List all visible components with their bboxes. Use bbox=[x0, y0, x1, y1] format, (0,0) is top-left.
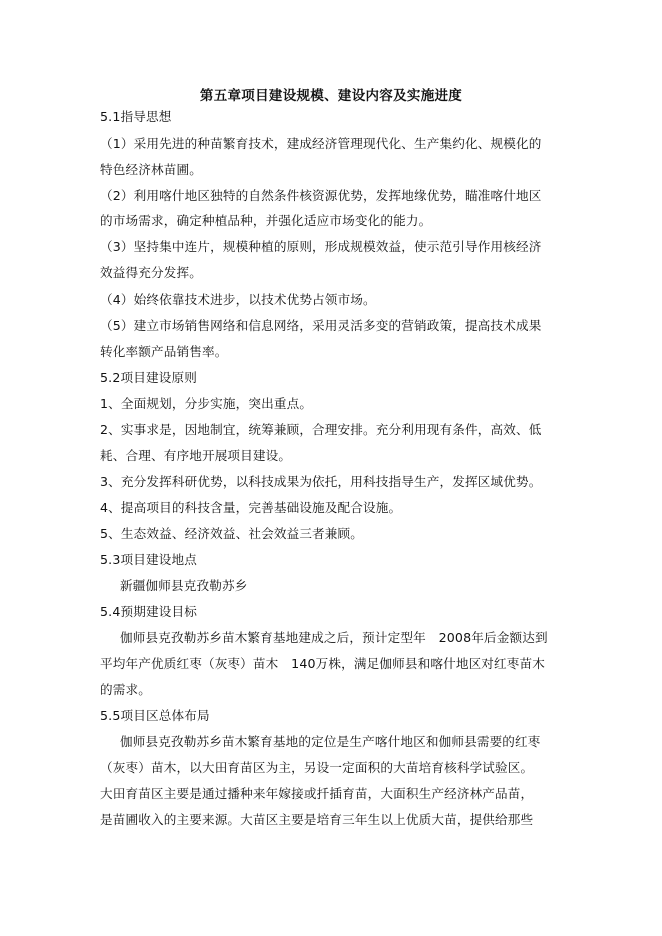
section-heading: 5.1指导思想 bbox=[100, 109, 172, 124]
paragraph-line: 是苗圃收入的主要来源。大苗区主要是培育三年生以上优质大苗，提供给那些 bbox=[100, 812, 534, 827]
paragraph-line: 伽师县克孜勒苏乡苗木繁育基地建成之后，预计定型年 2008年后金额达到 bbox=[120, 630, 548, 645]
paragraph-line: （5）建立市场销售网络和信息网络，采用灵活多变的营销政策，提高技术成果 bbox=[100, 318, 542, 333]
paragraph-line: 的需求。 bbox=[100, 682, 151, 697]
paragraph-line: 特色经济林苗圃。 bbox=[100, 162, 202, 177]
paragraph-line: 伽师县克孜勒苏乡苗木繁育基地的定位是生产喀什地区和伽师县需要的红枣 bbox=[120, 734, 541, 749]
paragraph-line: 新疆伽师县克孜勒苏乡 bbox=[120, 578, 248, 593]
paragraph-line: 4、提高项目的科技含量，完善基础设施及配合设施。 bbox=[100, 500, 402, 515]
paragraph-line: （1）采用先进的种苗繁育技术，建成经济管理现代化、生产集约化、规模化的 bbox=[100, 136, 542, 151]
paragraph-line: （2）利用喀什地区独特的自然条件核资源优势，发挥地缘优势，瞄准喀什地区 bbox=[100, 188, 542, 203]
chapter-title: 第五章项目建设规模、建设内容及实施进度 bbox=[199, 88, 463, 104]
paragraph-line: 耗、合理、有序地开展项目建设。 bbox=[100, 448, 292, 463]
paragraph-line: 1、全面规划，分步实施，突出重点。 bbox=[100, 396, 313, 411]
paragraph-line: 效益得充分发挥。 bbox=[100, 265, 202, 280]
paragraph-line: 转化率额产品销售率。 bbox=[100, 344, 228, 359]
paragraph-line: （3）坚持集中连片，规模种植的原则，形成规模效益，使示范引导作用核经济 bbox=[100, 239, 542, 254]
paragraph-line: 2、实事求是，因地制宜，统筹兼顾，合理安排。充分利用现有条件，高效、低 bbox=[100, 422, 542, 437]
section-heading: 5.5项目区总体布局 bbox=[100, 708, 210, 723]
paragraph-line: 大田育苗区主要是通过播种来年嫁接或扦插育苗，大面积生产经济林产品苗， bbox=[100, 786, 534, 801]
paragraph-line: 3、充分发挥科研优势，以科技成果为依托，用科技指导生产，发挥区域优势。 bbox=[100, 474, 542, 489]
paragraph-line: （4）始终依靠技术进步，以技术优势占领市场。 bbox=[100, 292, 376, 307]
section-heading: 5.3项目建设地点 bbox=[100, 552, 197, 567]
paragraph-line: 的市场需求，确定种植品种，并强化适应市场变化的能力。 bbox=[100, 213, 432, 228]
paragraph-line: （灰枣）苗木，以大田育苗区为主，另设一定面积的大苗培育核科学试验区。 bbox=[100, 760, 534, 775]
section-heading: 5.4预期建设目标 bbox=[100, 604, 197, 619]
section-heading: 5.2项目建设原则 bbox=[100, 370, 197, 385]
paragraph-line: 5、生态效益、经济效益、社会效益三者兼顾。 bbox=[100, 526, 364, 541]
paragraph-line: 平均年产优质红枣（灰枣）苗木 140万株，满足伽师县和喀什地区对红枣苗木 bbox=[100, 656, 546, 671]
